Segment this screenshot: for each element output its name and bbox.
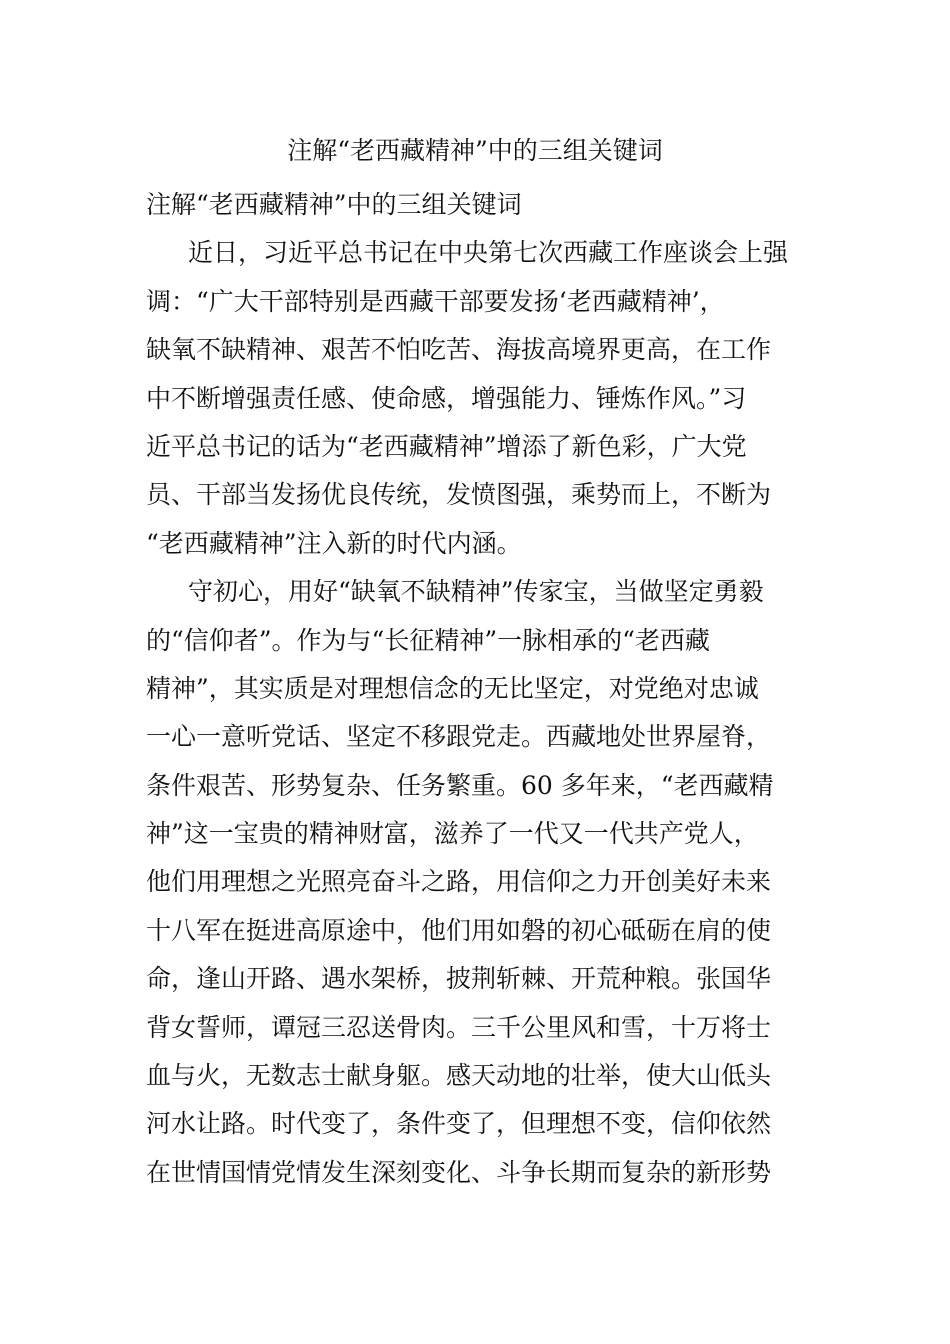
text-line: 血与火，无数志士献身躯。感天动地的壮举，使大山低头 (146, 1061, 772, 1091)
text-line: 神”这一宝贵的精神财富，滋养了一代又一代共产党人， (146, 819, 759, 849)
text-line: 近平总书记的话为“老西藏精神”增添了新色彩，广大党 (146, 431, 747, 461)
text-line: 中不断增强责任感、使命感，增强能力、锤炼作风。”习 (146, 383, 747, 413)
text-line: 他们用理想之光照亮奋斗之路，用信仰之力开创美好未来 (146, 867, 772, 897)
text-line: 调：“广大干部特别是西藏干部要发扬‘老西藏精神’， (146, 286, 725, 316)
text-line: 缺氧不缺精神、艰苦不怕吃苦、海拔高境界更高，在工作 (146, 335, 772, 365)
document-body (146, 181, 806, 1197)
document-title: 注解“老西藏精神”中的三组关键词 (287, 136, 663, 165)
text-line: 近日，习近平总书记在中央第七次西藏工作座谈会上强 (188, 238, 789, 268)
text-line: 在世情国情党情发生深刻变化、斗争长期而复杂的新形势 (146, 1157, 772, 1187)
text-line: 注解“老西藏精神”中的三组关键词 (146, 190, 522, 219)
text-line: 命，逢山开路、遇水架桥，披荆斩棘、开荒种粮。张国华 (146, 964, 772, 994)
text-line: 精神”，其实质是对理想信念的无比坚定，对党绝对忠诚 (146, 673, 759, 703)
text-line: 一心一意听党话、坚定不移跟党走。西藏地处世界屋脊， (146, 722, 772, 752)
text-line: 的“信仰者”。作为与“长征精神”一脉相承的“老西藏 (146, 625, 710, 655)
text-line: 河水让路。时代变了，条件变了，但理想不变，信仰依然 (146, 1109, 772, 1139)
text-line: 十八军在挺进高原途中，他们用如磐的初心砥砺在肩的使 (146, 915, 772, 945)
text-line: 守初心，用好“缺氧不缺精神”传家宝，当做坚定勇毅 (188, 577, 764, 607)
text-line: 条件艰苦、形势复杂、任务繁重。60 多年来，“老西藏精 (146, 770, 774, 800)
text-line: 员、干部当发扬优良传统，发愤图强，乘势而上，不断为 (146, 480, 772, 510)
text-line: “老西藏精神”注入新的时代内涵。 (146, 528, 522, 558)
text-line: 背女誓师，谭冠三忍送骨肉。三千公里风和雪，十万将士 (146, 1012, 772, 1042)
